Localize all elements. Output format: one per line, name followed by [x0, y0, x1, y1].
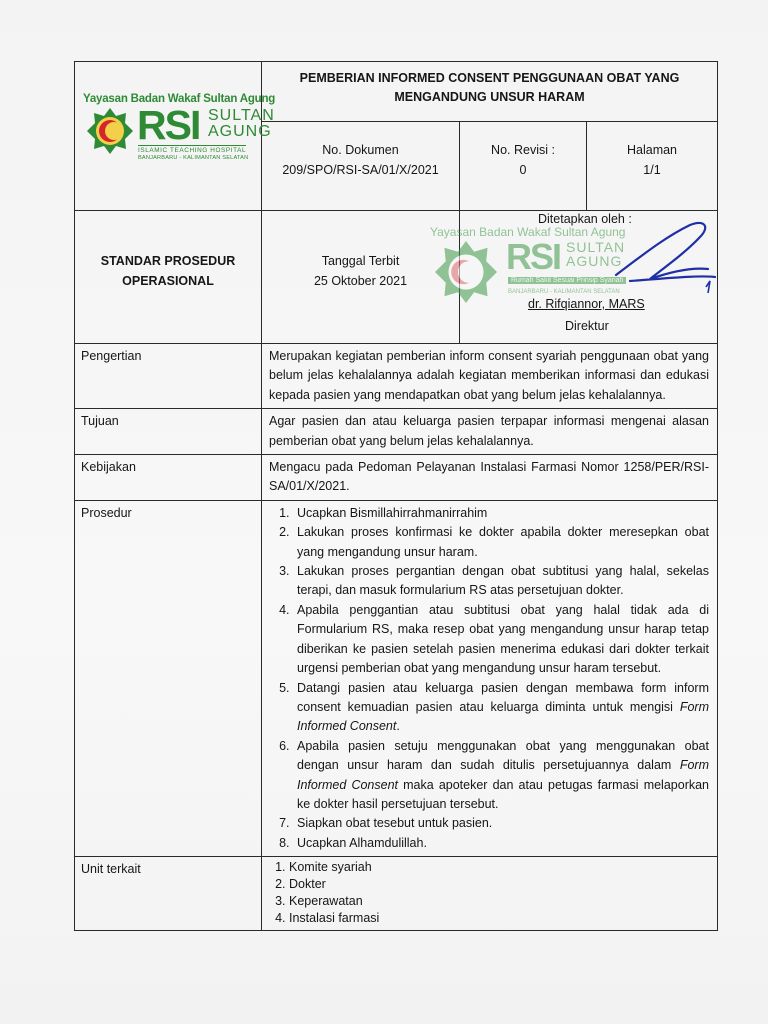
procedure-step: 2. Lakukan proses konfirmasi ke dokter apabila dokter meresepkan obat yang mengandung unsur haram. [293, 523, 709, 562]
document-title: PEMBERIAN INFORMED CONSENT PENGGUNAAN OBAT YANG MENGANDUNG UNSUR HARAM [262, 62, 718, 122]
page-value: 1/1 [643, 163, 661, 177]
crescent-star-emblem-icon [87, 108, 133, 154]
unit-item: 4. Instalasi farmasi [289, 910, 709, 927]
stamp-emblem-icon [435, 241, 497, 303]
issue-date-value: 25 Oktober 2021 [313, 274, 408, 288]
policy-text: Mengacu pada Pedoman Pelayanan Instalasi Farmasi Nomor 1258/PER/RSI-SA/01/X/2021. [262, 455, 718, 501]
units-list-cell [262, 857, 718, 931]
approval-cell [430, 211, 718, 344]
definition-text: Merupakan kegiatan pemberian inform consent syariah penggunaan obat yang belum jelas kehalalannya adalah kegiatan memberikan informasi dan edukasi kepada pasien yang mendapatkan obat yang belum jelas kehalalannya. [262, 344, 718, 409]
unit-item: 3. Keperawatan [289, 893, 709, 910]
unit-item: 2. Dokter [289, 876, 709, 893]
logo-location: BANJARBARU - KALIMANTAN SELATAN [138, 155, 249, 161]
document-number-label: No. Dokumen [322, 143, 399, 157]
page-label: Halaman [626, 143, 678, 157]
unit-item: 1. Komite syariah [289, 859, 709, 876]
units-label: Unit terkait [75, 857, 262, 931]
revision-value: 0 [519, 163, 527, 177]
logo-rsi-text: RSI [137, 102, 200, 148]
stamp-rsi-text: RSI [506, 236, 561, 277]
approved-by-label: Ditetapkan oleh : [538, 212, 632, 226]
procedure-step: 1. Ucapkan Bismillahirrahmanirrahim [293, 504, 709, 523]
sop-heading-cell [75, 211, 262, 344]
procedure-step: 5. Datangi pasien atau keluarga pasien dengan membawa form inform consent kemuadian pasien atau keluarga diminta untuk mengisi Form Informed Consent. [293, 679, 709, 737]
document-number-cell [262, 122, 460, 211]
issue-date-label: Tanggal Terbit [321, 254, 400, 268]
sop-heading-line2: OPERASIONAL [122, 274, 214, 288]
foundation-name: Yayasan Badan Wakaf Sultan Agung [83, 93, 276, 105]
sop-document-table [74, 61, 718, 931]
director-signature [610, 217, 720, 297]
logo-sultan-agung: SULTAN AGUNG [208, 107, 275, 140]
page-cell [587, 122, 718, 211]
stamp-location-text: BANJARBARU - KALIMANTAN SELATAN [508, 289, 620, 295]
procedure-step: 6. Apabila pasien setuju menggunakan obat yang menggunakan obat dengan unsur haram dan sudah ditulis persetujuannya dalam Form Informed Consent maka apoteker dan atau petugas farmasi melaporkan ke dokter hasil persetujuan tersebut. [293, 737, 709, 815]
sop-heading-line1: STANDAR PROSEDUR [100, 254, 236, 268]
revision-label: No. Revisi : [491, 143, 555, 157]
stamp-sultan-agung: SULTAN AGUNG [566, 239, 626, 269]
revision-cell [460, 122, 587, 211]
signer-name: dr. Rifqiannor, MARS [528, 297, 645, 311]
stamp-band-text: Rumah Sakit Sesuai Prinsip Syariah [508, 277, 626, 284]
stamp-foundation-text: Yayasan Badan Wakaf Sultan Agung [430, 225, 626, 239]
signer-role: Direktur [565, 319, 609, 333]
definition-label: Pengertian [75, 344, 262, 409]
purpose-label: Tujuan [75, 409, 262, 455]
procedure-label: Prosedur [75, 500, 262, 856]
purpose-text: Agar pasien dan atau keluarga pasien terpapar informasi mengenai alasan pemberian obat yang belum jelas kehalalannya. [262, 409, 718, 455]
procedure-steps [262, 500, 718, 856]
document-number-value: 209/SPO/RSI-SA/01/X/2021 [282, 163, 439, 177]
procedure-step: 4. Apabila penggantian atau subtitusi obat yang halal tidak ada di Formularium RS, maka resep obat yang mengandung unsur harap tetap diberikan ke pasien setelah pasien menerima edukasi dari dokter terkait urgensi pemberian obat yang mengandung unsur haram tersebut. [293, 601, 709, 679]
policy-label: Kebijakan [75, 455, 262, 501]
procedure-step: 3. Lakukan proses pergantian dengan obat subtitusi yang halal, sekelas terapi, dan masuk formularium RS atas persetujuan dokter. [293, 562, 709, 601]
hospital-logo-cell [75, 62, 276, 211]
procedure-step: 7. Siapkan obat tesebut untuk pasien. [293, 814, 709, 833]
procedure-step: 8. Ucapkan Alhamdulillah. [293, 834, 709, 853]
logo-subtitle: ISLAMIC TEACHING HOSPITAL [138, 147, 247, 154]
